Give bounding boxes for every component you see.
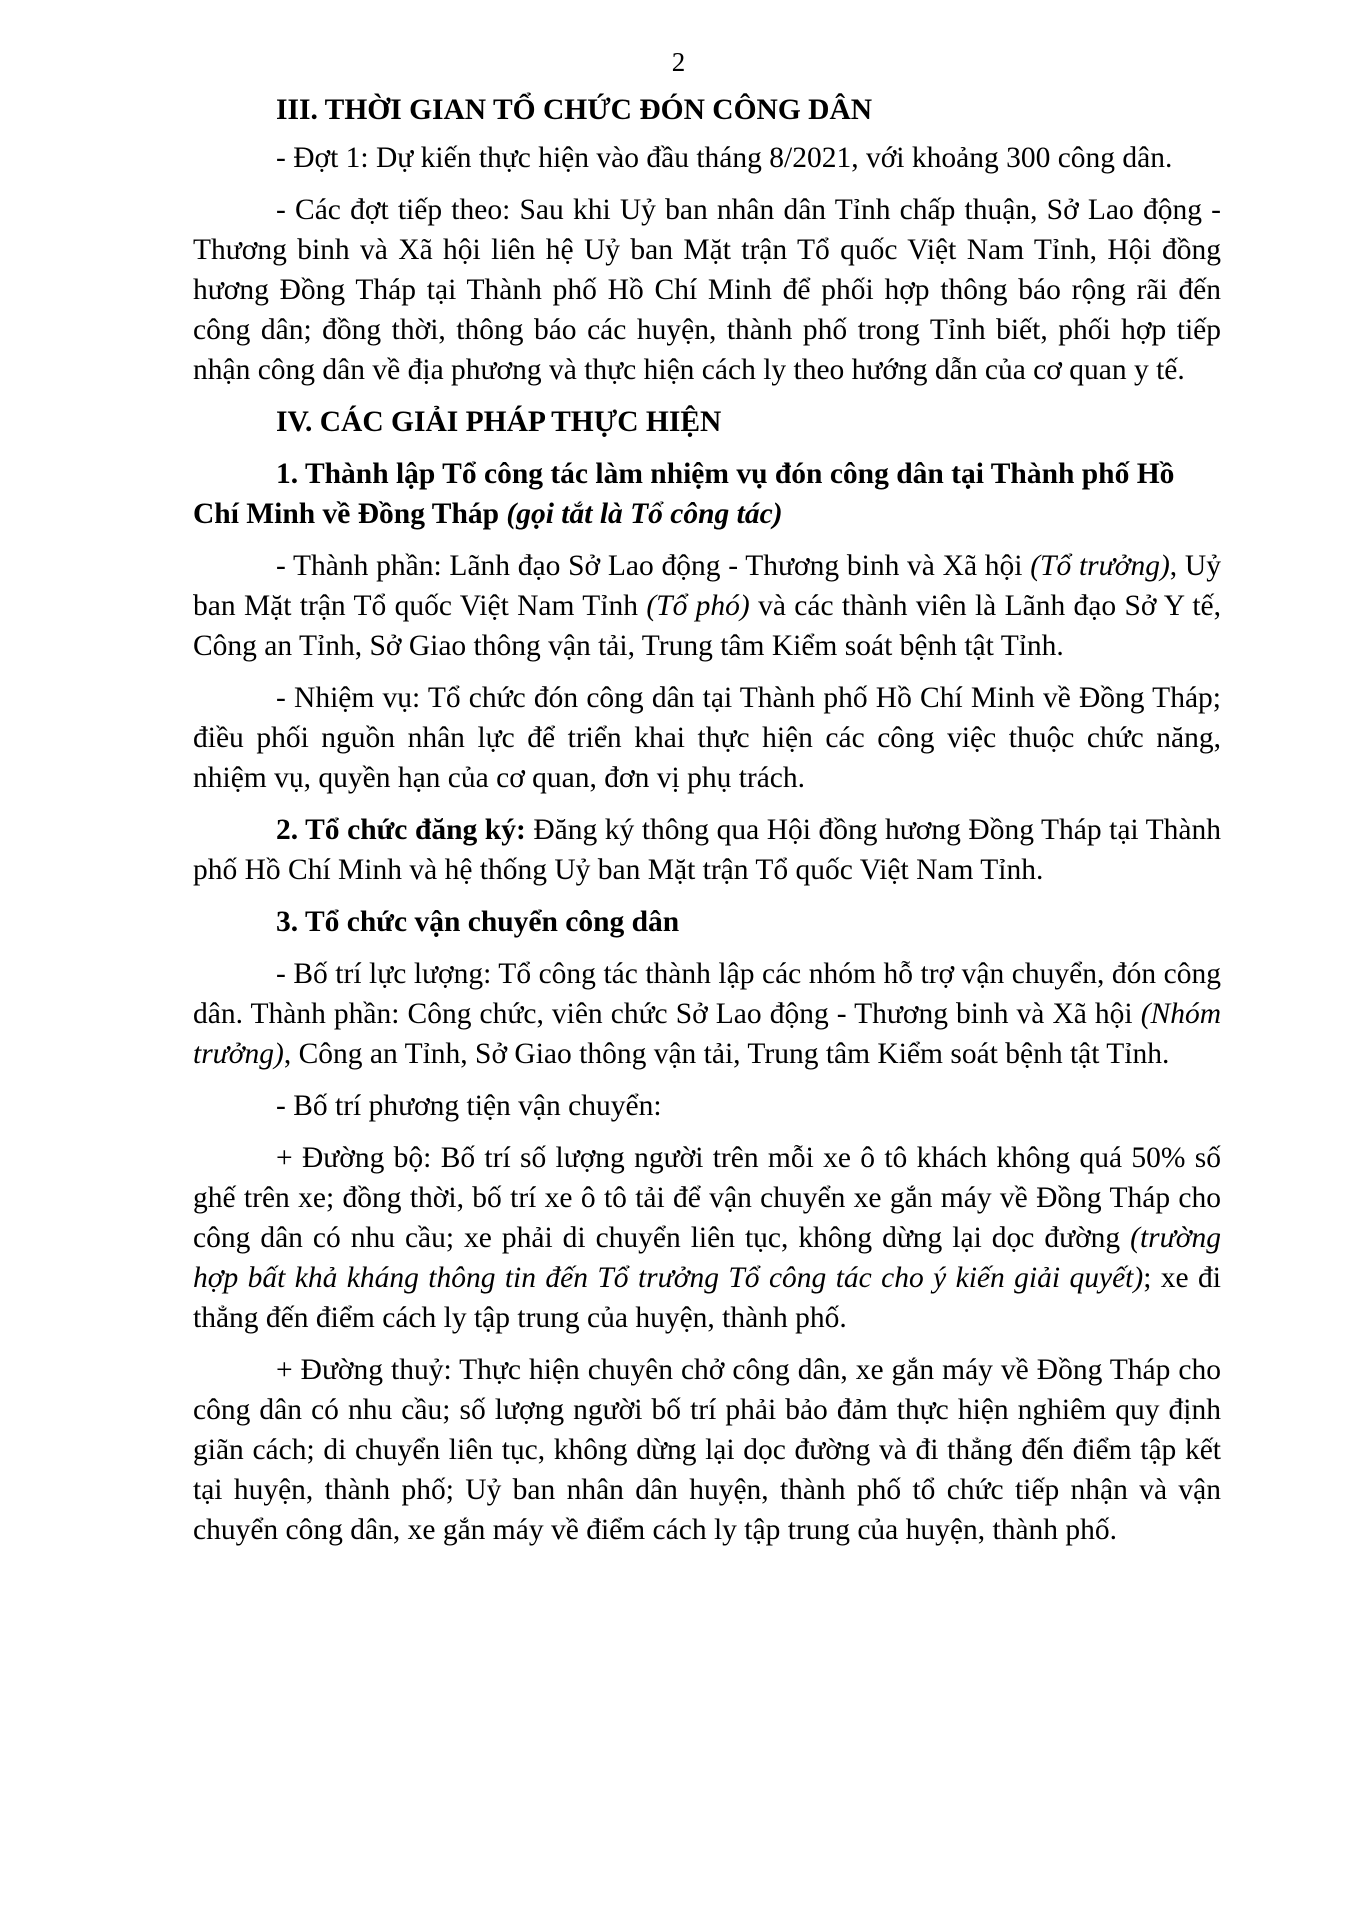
item-3-vehicles-paragraph: - Bố trí phương tiện vận chuyển: [276, 1090, 662, 1122]
item-3-waterway-paragraph: + Đường thuỷ: Thực hiện chuyên chở công dân, xe gắn máy về Đồng Tháp cho công dân có nhu cầu; số lượng người bố trí phải bảo đảm thực hiện nghiêm quy định giãn cách; di chuyển liên tục, không dừng lại dọc đường và đi thẳng đến điểm tập kết tại huyện, thành phố; Uỷ ban nhân dân huyện, thành phố tổ chức tiếp nhận và vận chuyển công dân, xe gắn máy về điểm cách ly tập trung của huyện, thành phố. [193, 1354, 1221, 1546]
road-exception-note: (trường hợp bất khả kháng thông tin đến Tổ trưởng Tổ công tác cho ý kiến giải quyết) [193, 1222, 1221, 1294]
item-1-composition-paragraph [193, 546, 1221, 666]
composition-text-2: , Uỷ ban Mặt trận Tổ quốc Việt Nam Tỉnh [193, 550, 1221, 622]
page-number: 2 [671, 47, 686, 77]
item-1-duty-paragraph: - Nhiệm vụ: Tổ chức đón công dân tại Thành phố Hồ Chí Minh về Đồng Tháp; điều phối nguồn nhân lực để triển khai thực hiện các công việc thuộc chức năng, nhiệm vụ, quyền hạn của cơ quan, đơn vị phụ trách. [193, 682, 1221, 794]
road-text-2: ; xe đi thẳng đến điểm cách ly tập trung của huyện, thành phố. [193, 1262, 1221, 1334]
road-text-1: + Đường bộ: Bố trí số lượng người trên mỗi xe ô tô khách không quá 50% số ghế trên xe; đồng thời, bố trí xe ô tô tải để vận chuyển xe gắn máy về Đồng Tháp cho công dân có nhu cầu; xe phải di chuyển liên tục, không dừng lại dọc đường [193, 1142, 1221, 1254]
section-3-paragraph-1: - Đợt 1: Dự kiến thực hiện vào đầu tháng 8/2021, với khoảng 300 công dân. [276, 142, 1173, 174]
composition-role-deputy: (Tổ phó) [646, 590, 750, 622]
item-2-paragraph [193, 810, 1221, 890]
item-1-heading-text: 1. Thành lập Tổ công tác làm nhiệm vụ đón công dân tại Thành phố Hồ Chí Minh về Đồng Tháp [193, 458, 1175, 530]
item-3-forces-paragraph [193, 954, 1221, 1074]
item-2-text: Đăng ký thông qua Hội đồng hương Đồng Tháp tại Thành phố Hồ Chí Minh và hệ thống Uỷ ban Mặt trận Tổ quốc Việt Nam Tỉnh. [193, 814, 1222, 886]
section-4-heading: IV. CÁC GIẢI PHÁP THỰC HIỆN [276, 406, 722, 438]
forces-text-1: - Bố trí lực lượng: Tổ công tác thành lập các nhóm hỗ trợ vận chuyển, đón công dân. Thành phần: Công chức, viên chức Sở Lao động - Thương binh và Xã hội [193, 958, 1221, 1030]
document-body [193, 90, 1221, 1550]
item-3-road-paragraph [193, 1138, 1221, 1338]
composition-text-3: và các thành viên là Lãnh đạo Sở Y tế, Công an Tỉnh, Sở Giao thông vận tải, Trung tâm Kiểm soát bệnh tật Tỉnh. [193, 590, 1221, 662]
composition-role-leader: (Tổ trưởng) [1030, 550, 1170, 582]
composition-text-1: - Thành phần: Lãnh đạo Sở Lao động - Thương binh và Xã hội [276, 550, 1031, 582]
item-3-heading: 3. Tổ chức vận chuyển công dân [276, 906, 680, 938]
section-3-heading: III. THỜI GIAN TỔ CHỨC ĐÓN CÔNG DÂN [276, 94, 873, 126]
item-1-heading-note: (gọi tắt là Tổ công tác) [506, 498, 783, 530]
item-2-label: 2. Tổ chức đăng ký: [276, 814, 526, 846]
section-3-paragraph-2: - Các đợt tiếp theo: Sau khi Uỷ ban nhân dân Tỉnh chấp thuận, Sở Lao động - Thương binh và Xã hội liên hệ Uỷ ban Mặt trận Tổ quốc Việt Nam Tỉnh, Hội đồng hương Đồng Tháp tại Thành phố Hồ Chí Minh để phối hợp thông báo rộng rãi đến công dân; đồng thời, thông báo các huyện, thành phố trong Tỉnh biết, phối hợp tiếp nhận công dân về địa phương và thực hiện cách ly theo hướng dẫn của cơ quan y tế. [193, 194, 1221, 386]
forces-text-2: , Công an Tỉnh, Sở Giao thông vận tải, Trung tâm Kiểm soát bệnh tật Tỉnh. [283, 1038, 1170, 1070]
item-1-heading [193, 454, 1221, 534]
forces-role-group-leader: (Nhóm trưởng) [193, 998, 1221, 1070]
